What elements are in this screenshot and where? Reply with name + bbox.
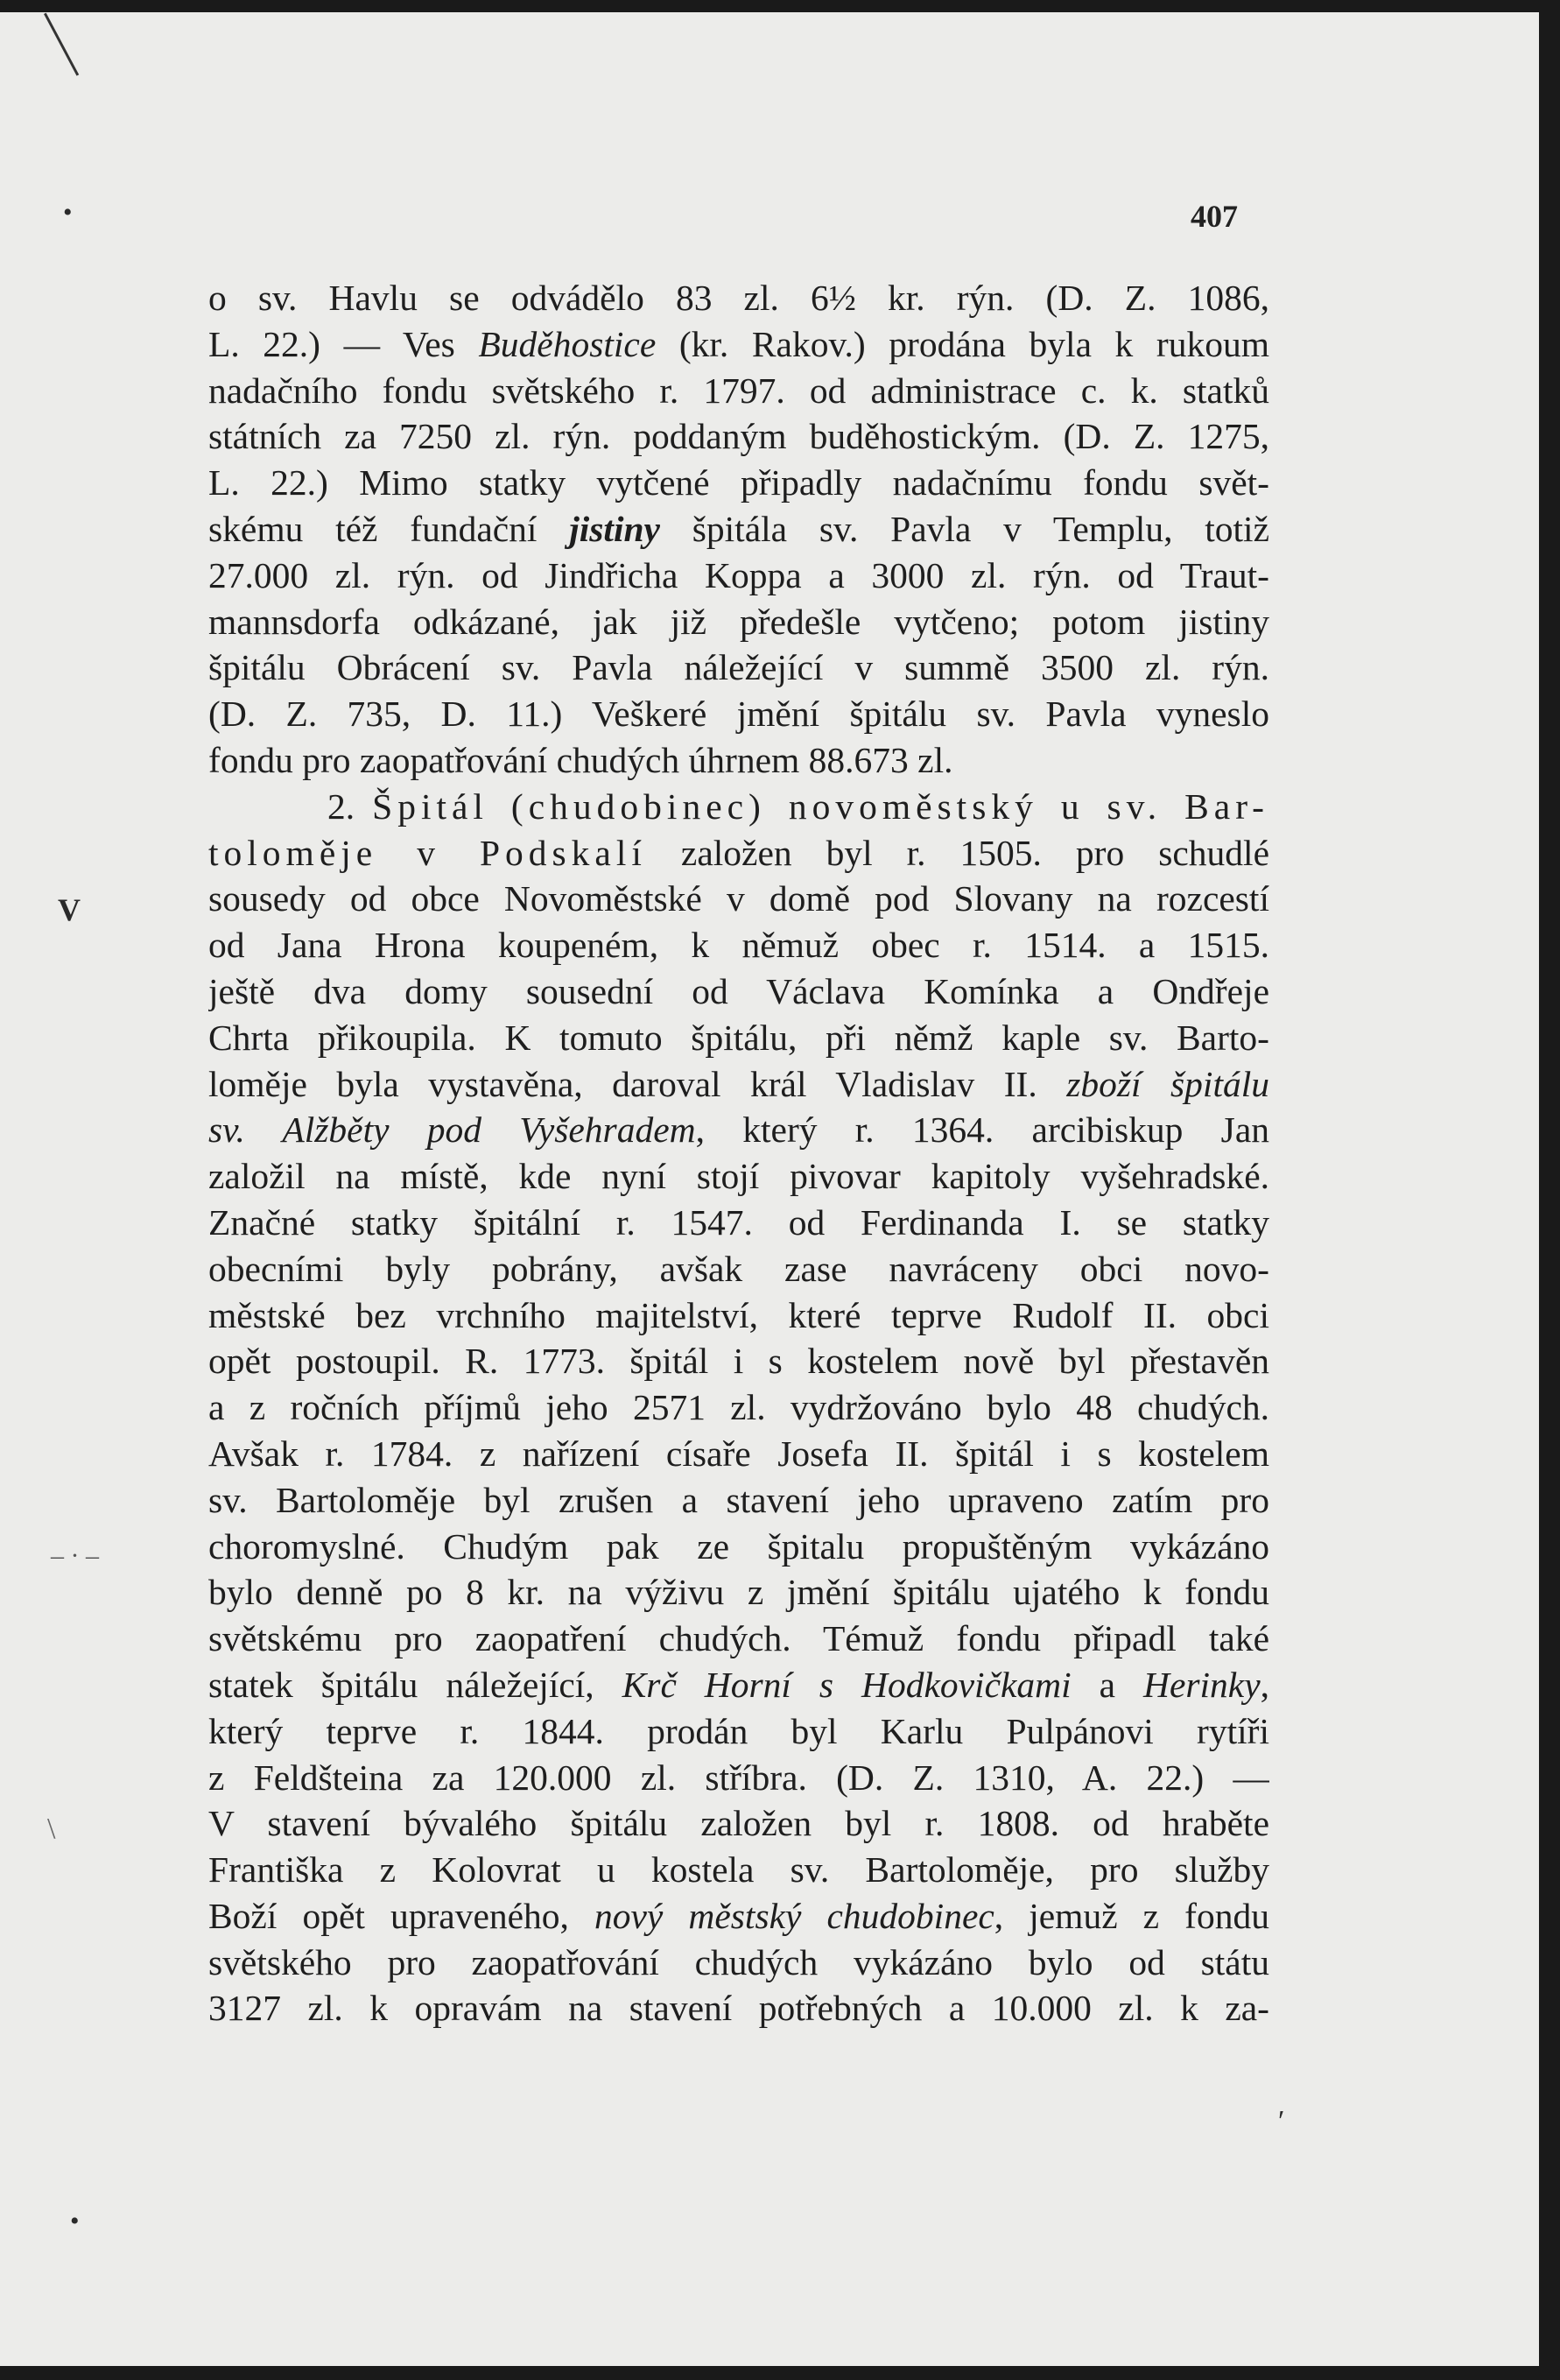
margin-side-tick: \ <box>47 1813 56 1845</box>
italic-phrase: Buděhostice <box>478 323 657 364</box>
text-line: 27.000 zl. rýn. od Jindřicha Koppa a 3000 zl. rýn. od Traut- <box>208 554 1269 595</box>
text-line: založil na místě, kde nyní stojí pivovar kapitoly vyšehradské. <box>208 1156 1269 1197</box>
text-line: skému též fundační jistiny špitála sv. Pavla v Templu, totiž <box>208 508 1269 549</box>
text-line: tolоměje v Podskalí založen byl r. 1505. pro schudlé <box>208 832 1269 873</box>
text-line: Značné statky špitální r. 1547. od Ferdinanda I. se statky <box>208 1201 1269 1243</box>
text-line: statek špitálu náležející, Krč Horní s Hodkovičkami a Herinky, <box>208 1664 1269 1705</box>
text-line: Chrta přikoupila. K tomuto špitálu, při němž kaple sv. Barto- <box>208 1017 1269 1058</box>
text-line: 2. Špitál (chudobinec) novoměstský u sv. Bar- <box>327 785 1269 827</box>
italic-phrase: jistiny <box>569 508 660 549</box>
text-line: státních za 7250 zl. rýn. poddaným buděhostickým. (D. Z. 1275, <box>208 416 1269 457</box>
italic-phrase: sv. Alžběty pod Vyšehradem <box>208 1109 696 1151</box>
text-line: městské bez vrchního majitelství, které teprve Rudolf II. obci <box>208 1294 1269 1335</box>
italic-phrase: nový městský chudobinec <box>594 1895 994 1936</box>
text-line: o sv. Havlu se odvádělo 83 zl. 6½ kr. rýn. (D. Z. 1086, <box>208 278 1269 318</box>
text-line: nadačního fondu světského r. 1797. od administrace c. k. statků <box>208 370 1269 411</box>
text-line: L. 22.) — Ves Buděhostice (kr. Rakov.) prodána byla k rukoum <box>208 323 1269 364</box>
text-line: z Feldšteina za 120.000 zl. stříbra. (D. Z. 1310, A. 22.) — <box>208 1757 1269 1798</box>
margin-mark-bottom-right: ′ <box>1278 2105 1285 2137</box>
text-line: fondu pro zaopatřování chudých úhrnem 88.673 zl. <box>208 739 953 780</box>
text-line: 3127 zl. k opravám na stavení potřebných a 10.000 zl. k za- <box>208 1988 1269 2029</box>
body-text <box>208 275 1269 2031</box>
text-line: opět postoupil. R. 1773. špitál i s kostelem nově byl přestavěn <box>208 1341 1269 1382</box>
text-line: bylo denně po 8 kr. na výživu z jmění špitálu ujatého k fondu <box>208 1572 1269 1613</box>
scan-artifact-line <box>44 13 79 76</box>
text-line: L. 22.) Mimo statky vytčené připadly nadačnímu fondu svět- <box>208 462 1269 503</box>
text-line: (D. Z. 735, D. 11.) Veškeré jmění špitálu sv. Pavla vyneslo <box>208 694 1269 735</box>
italic-phrase: zboží špitálu <box>1066 1063 1269 1104</box>
text-line: obecními byly pobrány, avšak zase navráceny obci novo- <box>208 1248 1269 1289</box>
text-line: ještě dva domy sousední od Václava Komínka a Ondřeje <box>208 970 1269 1011</box>
text-line: světského pro zaopatřování chudých vykázáno bylo od státu <box>208 1941 1269 1982</box>
page-number: 407 <box>1191 199 1238 234</box>
spaced-heading-phrase: tolоměje v Podskalí <box>208 832 647 873</box>
text-line: Boží opět upraveného, nový městský chudobinec, jemuž z fondu <box>208 1895 1269 1936</box>
margin-v-mark: V <box>58 892 81 927</box>
text-line: špitálu Obrácení sv. Pavla náležející v summě 3500 zl. rýn. <box>208 647 1269 688</box>
text-line: sv. Alžběty pod Vyšehradem, který r. 1364. arcibiskup Jan <box>208 1109 1269 1151</box>
text-line: Františka z Kolovrat u kostela sv. Bartoloměje, pro služby <box>208 1849 1269 1891</box>
text-line: V stavení bývalého špitálu založen byl r. 1808. od hraběte <box>208 1803 1269 1844</box>
text-line: světskému pro zaopatření chudých. Témuž fondu připadl také <box>208 1618 1269 1659</box>
spaced-heading-phrase: Špitál (chudobinec) novoměstský u sv. Bar- <box>372 785 1269 827</box>
text-line: choromyslné. Chudým pak ze špitalu propuštěným vykázáno <box>208 1525 1269 1567</box>
text-line: a z ročních příjmů jeho 2571 zl. vydržováno bylo 48 chudých. <box>208 1387 1269 1428</box>
margin-dot-top: • <box>63 198 73 227</box>
text-line: sv. Bartoloměje byl zrušen a stavení jeho upraveno zatím pro <box>208 1479 1269 1520</box>
margin-dash-marks: – · – <box>51 1541 99 1570</box>
text-line: loměje byla vystavěna, daroval král Vladislav II. zboží špitálu <box>208 1063 1269 1104</box>
italic-phrase: Herinky <box>1142 1664 1261 1705</box>
text-line: Avšak r. 1784. z nařízení císaře Josefa II. špitál i s kostelem <box>208 1433 1269 1474</box>
margin-dot-bottom: • <box>70 2207 80 2236</box>
text-line: mannsdorfa odkázané, jak již předešle vytčeno; potom jistiny <box>208 601 1269 642</box>
text-line: od Jana Hrona koupeném, k němuž obec r. 1514. a 1515. <box>208 925 1269 966</box>
text-line: který teprve r. 1844. prodán byl Karlu Pulpánovi rytíři <box>208 1710 1269 1751</box>
italic-phrase: Krč Horní s Hodkovičkami <box>622 1664 1072 1705</box>
text-line: sousedy od obce Novoměstské v domě pod Slovany na rozcestí <box>208 878 1269 919</box>
